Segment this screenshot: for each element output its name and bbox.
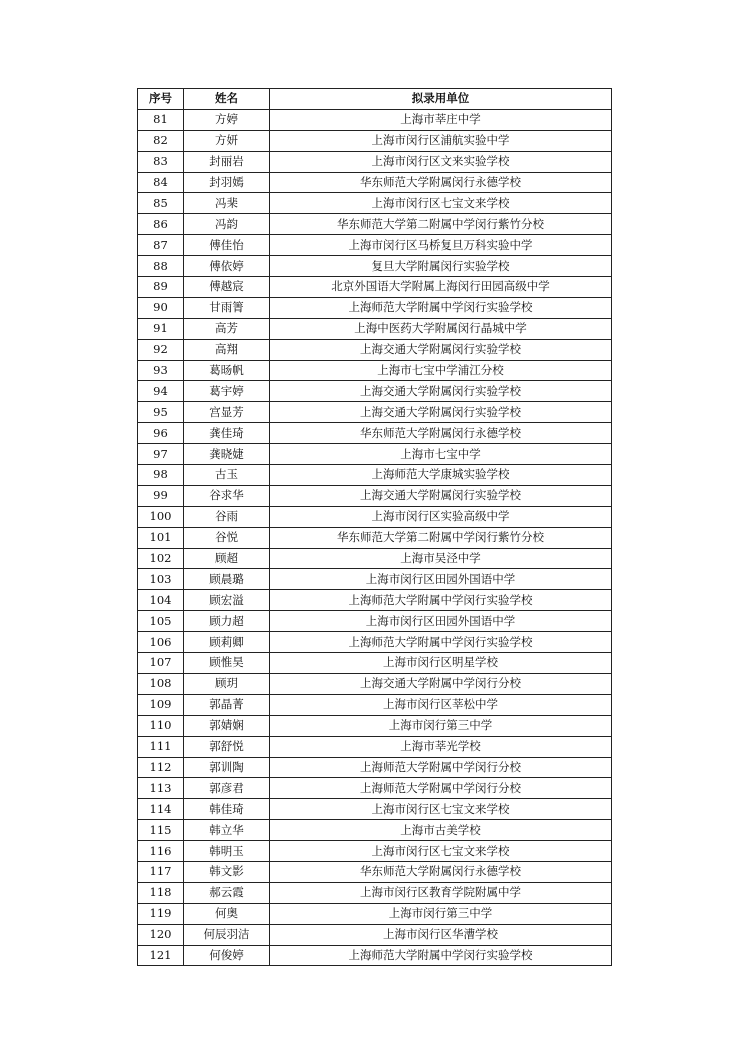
table-row (138, 736, 612, 757)
cell-name: 何俊婷 (184, 945, 270, 966)
table-row (138, 632, 612, 653)
cell-unit: 上海市七宝中学 (270, 444, 612, 465)
cell-serial: 92 (138, 339, 184, 360)
cell-unit: 华东师范大学第二附属中学闵行紫竹分校 (270, 214, 612, 235)
table-row (138, 151, 612, 172)
cell-name: 顾玥 (184, 673, 270, 694)
cell-name: 葛宇婷 (184, 381, 270, 402)
cell-unit: 上海市闵行区浦航实验中学 (270, 130, 612, 151)
table-row (138, 590, 612, 611)
cell-unit: 上海师范大学附属中学闵行实验学校 (270, 297, 612, 318)
cell-name: 韩立华 (184, 820, 270, 841)
cell-serial: 110 (138, 715, 184, 736)
cell-serial: 91 (138, 318, 184, 339)
cell-unit: 华东师范大学附属闵行永德学校 (270, 423, 612, 444)
table-row (138, 318, 612, 339)
header-name: 姓名 (184, 89, 270, 110)
cell-name: 封羽嫣 (184, 172, 270, 193)
cell-unit: 上海师范大学康城实验学校 (270, 465, 612, 486)
table-row (138, 444, 612, 465)
table-row (138, 465, 612, 486)
table-row (138, 757, 612, 778)
cell-name: 韩佳琦 (184, 799, 270, 820)
cell-serial: 87 (138, 235, 184, 256)
cell-unit: 上海师范大学附属中学闵行实验学校 (270, 590, 612, 611)
cell-name: 谷雨 (184, 506, 270, 527)
cell-serial: 99 (138, 485, 184, 506)
cell-name: 顾惟昊 (184, 653, 270, 674)
cell-serial: 88 (138, 256, 184, 277)
cell-unit: 上海市闵行区华漕学校 (270, 924, 612, 945)
cell-serial: 109 (138, 694, 184, 715)
table-row (138, 799, 612, 820)
cell-serial: 119 (138, 903, 184, 924)
cell-serial: 97 (138, 444, 184, 465)
table-row (138, 945, 612, 966)
cell-name: 顾力超 (184, 611, 270, 632)
document-page (137, 88, 612, 966)
table-row (138, 903, 612, 924)
cell-serial: 103 (138, 569, 184, 590)
cell-name: 郝云霞 (184, 882, 270, 903)
cell-serial: 108 (138, 673, 184, 694)
cell-name: 封丽岩 (184, 151, 270, 172)
cell-name: 傅依婷 (184, 256, 270, 277)
table-row (138, 297, 612, 318)
cell-unit: 上海市闵行第三中学 (270, 715, 612, 736)
cell-serial: 101 (138, 527, 184, 548)
cell-unit: 上海市吴泾中学 (270, 548, 612, 569)
cell-serial: 116 (138, 841, 184, 862)
cell-serial: 111 (138, 736, 184, 757)
cell-name: 傅越宸 (184, 277, 270, 298)
cell-name: 谷求华 (184, 485, 270, 506)
header-serial: 序号 (138, 89, 184, 110)
table-row (138, 402, 612, 423)
table-row (138, 820, 612, 841)
table-row (138, 172, 612, 193)
cell-name: 顾莉卿 (184, 632, 270, 653)
cell-unit: 上海交通大学附属闵行实验学校 (270, 402, 612, 423)
cell-serial: 85 (138, 193, 184, 214)
cell-name: 龚佳琦 (184, 423, 270, 444)
cell-unit: 上海市闵行第三中学 (270, 903, 612, 924)
cell-name: 葛旸帆 (184, 360, 270, 381)
cell-unit: 上海师范大学附属中学闵行分校 (270, 757, 612, 778)
table-row (138, 611, 612, 632)
table-row (138, 360, 612, 381)
cell-unit: 上海市闵行区七宝文来学校 (270, 799, 612, 820)
cell-serial: 120 (138, 924, 184, 945)
cell-unit: 上海市闵行区七宝文来学校 (270, 193, 612, 214)
cell-serial: 100 (138, 506, 184, 527)
table-row (138, 924, 612, 945)
cell-name: 谷悦 (184, 527, 270, 548)
cell-unit: 上海交通大学附属闵行实验学校 (270, 339, 612, 360)
cell-unit: 华东师范大学附属闵行永德学校 (270, 172, 612, 193)
cell-serial: 105 (138, 611, 184, 632)
cell-name: 郭训陶 (184, 757, 270, 778)
cell-serial: 90 (138, 297, 184, 318)
cell-unit: 上海市古美学校 (270, 820, 612, 841)
cell-serial: 121 (138, 945, 184, 966)
table-row (138, 485, 612, 506)
table-header-row (138, 89, 612, 110)
cell-unit: 上海师范大学附属中学闵行实验学校 (270, 632, 612, 653)
cell-serial: 89 (138, 277, 184, 298)
cell-unit: 上海市闵行区文来实验学校 (270, 151, 612, 172)
cell-unit: 华东师范大学第二附属中学闵行紫竹分校 (270, 527, 612, 548)
cell-serial: 94 (138, 381, 184, 402)
table-row (138, 256, 612, 277)
table-row (138, 569, 612, 590)
cell-serial: 95 (138, 402, 184, 423)
cell-name: 顾宏溢 (184, 590, 270, 611)
cell-serial: 107 (138, 653, 184, 674)
cell-name: 甘雨箐 (184, 297, 270, 318)
table-row (138, 548, 612, 569)
table-row (138, 214, 612, 235)
cell-unit: 上海师范大学附属中学闵行分校 (270, 778, 612, 799)
table-row (138, 193, 612, 214)
cell-unit: 上海市闵行区实验高级中学 (270, 506, 612, 527)
table-row (138, 423, 612, 444)
cell-name: 方婷 (184, 109, 270, 130)
table-row (138, 130, 612, 151)
cell-serial: 81 (138, 109, 184, 130)
cell-name: 郭舒悦 (184, 736, 270, 757)
cell-unit: 上海市闵行区马桥复旦万科实验中学 (270, 235, 612, 256)
table-row (138, 673, 612, 694)
cell-serial: 102 (138, 548, 184, 569)
table-row (138, 778, 612, 799)
cell-unit: 上海师范大学附属中学闵行实验学校 (270, 945, 612, 966)
cell-name: 高芳 (184, 318, 270, 339)
cell-unit: 上海市闵行区七宝文来学校 (270, 841, 612, 862)
table-row (138, 694, 612, 715)
cell-unit: 上海市七宝中学浦江分校 (270, 360, 612, 381)
cell-serial: 96 (138, 423, 184, 444)
cell-serial: 98 (138, 465, 184, 486)
cell-unit: 上海市闵行区莘松中学 (270, 694, 612, 715)
cell-name: 冯韵 (184, 214, 270, 235)
cell-serial: 114 (138, 799, 184, 820)
cell-serial: 93 (138, 360, 184, 381)
cell-unit: 上海市莘光学校 (270, 736, 612, 757)
cell-name: 冯棐 (184, 193, 270, 214)
cell-serial: 118 (138, 882, 184, 903)
cell-unit: 上海中医药大学附属闵行晶城中学 (270, 318, 612, 339)
cell-serial: 104 (138, 590, 184, 611)
cell-unit: 上海交通大学附属闵行实验学校 (270, 485, 612, 506)
cell-name: 宫显芳 (184, 402, 270, 423)
cell-unit: 上海交通大学附属闵行实验学校 (270, 381, 612, 402)
cell-name: 韩文影 (184, 861, 270, 882)
table-body (138, 109, 612, 966)
cell-serial: 82 (138, 130, 184, 151)
cell-serial: 86 (138, 214, 184, 235)
cell-unit: 上海市闵行区教育学院附属中学 (270, 882, 612, 903)
cell-serial: 106 (138, 632, 184, 653)
cell-serial: 112 (138, 757, 184, 778)
cell-serial: 83 (138, 151, 184, 172)
cell-name: 顾晨璐 (184, 569, 270, 590)
table-row (138, 277, 612, 298)
cell-serial: 117 (138, 861, 184, 882)
cell-unit: 上海市闵行区田园外国语中学 (270, 569, 612, 590)
cell-serial: 115 (138, 820, 184, 841)
cell-unit: 上海市闵行区田园外国语中学 (270, 611, 612, 632)
table-row (138, 109, 612, 130)
table-row (138, 235, 612, 256)
header-unit: 拟录用单位 (270, 89, 612, 110)
cell-name: 韩明玉 (184, 841, 270, 862)
cell-unit: 华东师范大学附属闵行永德学校 (270, 861, 612, 882)
table-row (138, 527, 612, 548)
cell-name: 古玉 (184, 465, 270, 486)
cell-name: 方妍 (184, 130, 270, 151)
table-row (138, 715, 612, 736)
cell-name: 何辰羽洁 (184, 924, 270, 945)
cell-name: 龚晓婕 (184, 444, 270, 465)
cell-serial: 84 (138, 172, 184, 193)
table-row (138, 381, 612, 402)
table-row (138, 841, 612, 862)
cell-unit: 上海市闵行区明星学校 (270, 653, 612, 674)
table-row (138, 882, 612, 903)
cell-unit: 北京外国语大学附属上海闵行田园高级中学 (270, 277, 612, 298)
table-row (138, 653, 612, 674)
cell-serial: 113 (138, 778, 184, 799)
table-row (138, 861, 612, 882)
cell-unit: 复旦大学附属闵行实验学校 (270, 256, 612, 277)
recruitment-table (137, 88, 612, 966)
cell-name: 顾超 (184, 548, 270, 569)
cell-name: 高翔 (184, 339, 270, 360)
table-row (138, 339, 612, 360)
cell-name: 傅佳怡 (184, 235, 270, 256)
cell-unit: 上海交通大学附属中学闵行分校 (270, 673, 612, 694)
cell-name: 郭婧娴 (184, 715, 270, 736)
cell-name: 郭彦君 (184, 778, 270, 799)
cell-name: 何奥 (184, 903, 270, 924)
cell-unit: 上海市莘庄中学 (270, 109, 612, 130)
table-row (138, 506, 612, 527)
cell-name: 郭晶菁 (184, 694, 270, 715)
